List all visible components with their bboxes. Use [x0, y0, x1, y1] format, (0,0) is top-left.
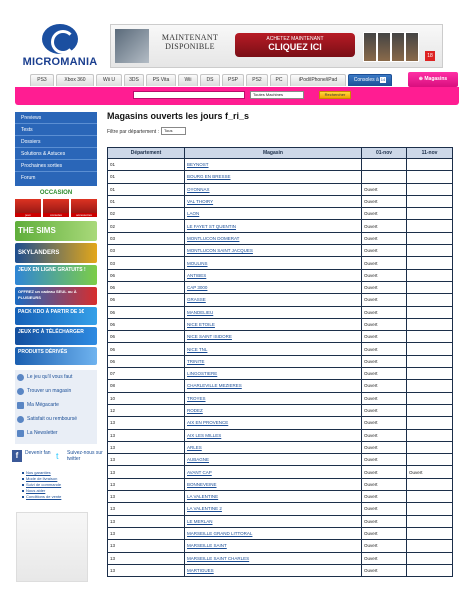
tab-ds[interactable]: DS — [200, 74, 220, 86]
cell-departement: 13 — [108, 515, 185, 527]
link-trouver-magasin[interactable] — [17, 385, 97, 397]
tab-ps3[interactable]: PS3 — [30, 74, 54, 86]
cell-departement: 06 — [108, 269, 185, 281]
cell-11nov — [407, 306, 453, 318]
tab-pc[interactable]: PC — [270, 74, 288, 86]
table-row — [108, 159, 453, 171]
occasion-accessoires-label: accessoires — [71, 213, 97, 217]
table-row — [108, 380, 453, 392]
cell-11nov — [407, 368, 453, 380]
table-row — [108, 245, 453, 257]
cell-departement: 06 — [108, 331, 185, 343]
banner-cta-small: ACHETEZ MAINTENANT — [266, 36, 324, 42]
table-row — [108, 306, 453, 318]
cell-departement: 03 — [108, 232, 185, 244]
page-title: Magasins ouverts les jours f_ri_s — [107, 111, 250, 121]
cell-11nov — [407, 552, 453, 564]
cell-01nov: Ouvert — [362, 540, 407, 552]
twitter-icon[interactable]: t — [56, 451, 59, 461]
cell-departement: 06 — [108, 318, 185, 330]
cell-departement: 13 — [108, 466, 185, 478]
banner-game-boxes — [361, 28, 421, 66]
logo-icon — [42, 24, 78, 54]
platform-select[interactable]: Toutes Machines — [250, 91, 304, 99]
cell-departement: 06 — [108, 343, 185, 355]
link-satisfait-label: Satisfait ou remboursé — [27, 416, 78, 422]
cell-magasin-link[interactable]: MONTLUCON SAINT JACQUES — [185, 245, 362, 257]
link-satisfait[interactable] — [17, 413, 97, 425]
cell-departement: 01 — [108, 195, 185, 207]
pegi-age-badge: 18 — [425, 51, 435, 61]
cell-01nov: Ouvert — [362, 355, 407, 367]
cell-01nov: Ouvert — [362, 331, 407, 343]
cell-11nov — [407, 159, 453, 171]
table-row — [108, 269, 453, 281]
table-row — [108, 294, 453, 306]
cell-01nov: Ouvert — [362, 245, 407, 257]
occasion-tiles — [15, 199, 97, 217]
col-header-magasin: Magasin — [185, 148, 362, 159]
table-row — [108, 257, 453, 269]
cell-departement: 06 — [108, 281, 185, 293]
cell-departement: 13 — [108, 417, 185, 429]
occasion-jeux-tile[interactable] — [15, 199, 41, 217]
col-header-11nov: 11-nov — [407, 148, 453, 159]
table-row — [108, 466, 453, 478]
cell-11nov — [407, 515, 453, 527]
cell-11nov — [407, 195, 453, 207]
footer-links — [22, 470, 102, 500]
promo-offrez[interactable]: OFFREZ un cadeau SEUL ou À PLUSIEURS — [15, 287, 97, 305]
table-row — [108, 208, 453, 220]
cell-01nov: Ouvert — [362, 183, 407, 195]
cell-magasin-link[interactable]: AIX LES MILLES — [185, 429, 362, 441]
cell-departement: 03 — [108, 245, 185, 257]
cell-magasin-link[interactable]: BEYNOST — [185, 159, 362, 171]
table-row — [108, 318, 453, 330]
cell-11nov — [407, 491, 453, 503]
link-jeu-qu-il-faut[interactable] — [17, 371, 97, 383]
facebook-icon[interactable]: f — [12, 450, 22, 462]
cell-01nov: Ouvert — [362, 417, 407, 429]
promo-sims[interactable]: THE SIMS — [15, 221, 97, 241]
search-input[interactable] — [133, 91, 245, 99]
cell-magasin-link[interactable]: TRINITE — [185, 355, 362, 367]
cell-11nov — [407, 281, 453, 293]
cell-departement: 07 — [108, 368, 185, 380]
sidebar-item-forum[interactable]: Forum — [21, 175, 36, 181]
cell-01nov: Ouvert — [362, 478, 407, 490]
table-row — [108, 392, 453, 404]
table-row — [108, 331, 453, 343]
refund-icon — [17, 416, 24, 423]
stores-table — [107, 147, 453, 577]
table-row — [108, 343, 453, 355]
cell-01nov: Ouvert — [362, 392, 407, 404]
cell-magasin-link[interactable]: RODEZ — [185, 404, 362, 416]
cell-magasin-link[interactable]: LA VALENTINE 2 — [185, 503, 362, 515]
occasion-consoles-tile[interactable] — [43, 199, 69, 217]
mail-icon — [17, 430, 24, 437]
cell-magasin-link[interactable]: AUBAGNE — [185, 454, 362, 466]
cell-01nov: Ouvert — [362, 281, 407, 293]
cell-11nov — [407, 355, 453, 367]
cell-departement: 13 — [108, 540, 185, 552]
cell-01nov: Ouvert — [362, 208, 407, 220]
cell-11nov — [407, 417, 453, 429]
cell-magasin-link[interactable]: LE FAYET ST QUENTIN — [185, 220, 362, 232]
cell-11nov — [407, 429, 453, 441]
link-trouver-label: Trouver un magasin — [27, 388, 72, 394]
cell-01nov: Ouvert — [362, 429, 407, 441]
table-row — [108, 552, 453, 564]
promo-jeux-pc[interactable]: JEUX PC À TÉLÉCHARGER — [15, 327, 97, 345]
cell-magasin-link[interactable]: MARSEILLE SAINT — [185, 540, 362, 552]
occasion-consoles-label: consoles — [43, 213, 69, 217]
table-row — [108, 183, 453, 195]
cell-magasin-link[interactable]: GRASSE — [185, 294, 362, 306]
cell-01nov: Ouvert — [362, 368, 407, 380]
card-icon — [17, 402, 24, 409]
table-row — [108, 281, 453, 293]
cell-01nov: Ouvert — [362, 232, 407, 244]
sidebar-links — [15, 370, 97, 444]
footer-link-suivi[interactable]: Suivi de commande — [22, 482, 102, 488]
cell-01nov: Ouvert — [362, 441, 407, 453]
cell-departement: 13 — [108, 564, 185, 576]
table-row — [108, 404, 453, 416]
cell-11nov — [407, 294, 453, 306]
table-row — [108, 195, 453, 207]
magasins-label: Magasins — [424, 76, 448, 82]
cell-departement: 13 — [108, 454, 185, 466]
tab-psp[interactable]: PSP — [222, 74, 244, 86]
cell-11nov — [407, 171, 453, 183]
banner-headline — [155, 33, 225, 51]
cell-magasin-link[interactable]: BONNEVEINE — [185, 478, 362, 490]
cell-departement: 08 — [108, 380, 185, 392]
footer-link-conditions[interactable]: Conditions de vente — [22, 494, 102, 500]
table-header-row — [108, 148, 453, 159]
table-row — [108, 355, 453, 367]
cell-magasin-link[interactable]: NICE ETOILE — [185, 318, 362, 330]
search-button[interactable]: Rechercher — [319, 91, 351, 99]
cell-11nov — [407, 208, 453, 220]
cell-11nov — [407, 404, 453, 416]
table-row — [108, 368, 453, 380]
cell-magasin-link[interactable]: BOURG EN BRESSE — [185, 171, 362, 183]
cell-departement: 13 — [108, 552, 185, 564]
table-row — [108, 417, 453, 429]
footer-link-garanties[interactable]: Nos garanties — [22, 470, 102, 476]
cell-11nov — [407, 269, 453, 281]
cell-11nov — [407, 392, 453, 404]
cell-departement: 02 — [108, 208, 185, 220]
cell-11nov — [407, 527, 453, 539]
footer-link-aider[interactable]: Nous aider — [22, 488, 102, 494]
tab-wiiu[interactable]: Wii U — [96, 74, 122, 86]
cell-magasin-link[interactable]: CHARLEVILLE MEZIERES — [185, 380, 362, 392]
twitter-label[interactable]: Suivez-nous sur twitter — [67, 450, 103, 462]
cell-magasin-link[interactable]: MARSEILLE SAINT CHARLES — [185, 552, 362, 564]
cell-departement: 13 — [108, 478, 185, 490]
table-row — [108, 527, 453, 539]
cell-magasin-link[interactable]: OYONNAX — [185, 183, 362, 195]
link-megacarte[interactable] — [17, 399, 97, 411]
magasins-button[interactable] — [408, 72, 458, 87]
department-filter-select[interactable]: Tous — [161, 127, 186, 135]
table-row — [108, 515, 453, 527]
cell-01nov: Ouvert — [362, 343, 407, 355]
banner-cta-button[interactable] — [235, 33, 355, 57]
banner-line1: MAINTENANT — [161, 33, 219, 42]
table-row — [108, 454, 453, 466]
cell-11nov — [407, 564, 453, 576]
table-row — [108, 478, 453, 490]
cell-01nov: Ouvert — [362, 220, 407, 232]
tab-wii[interactable]: Wii — [178, 74, 198, 86]
cell-magasin-link[interactable]: MOULINS — [185, 257, 362, 269]
banner-cta-big: CLIQUEZ ICI — [268, 42, 322, 52]
cell-departement: 12 — [108, 404, 185, 416]
table-row — [108, 540, 453, 552]
tab-consoles-badge: 14 — [380, 77, 386, 82]
cell-11nov — [407, 331, 453, 343]
sidebar-menu — [15, 112, 97, 186]
occasion-accessoires-tile[interactable] — [71, 199, 97, 217]
cell-01nov: Ouvert — [362, 404, 407, 416]
cell-departement: 13 — [108, 491, 185, 503]
col-header-departement: Département — [108, 148, 185, 159]
cell-magasin-link[interactable]: LA VALENTINE — [185, 491, 362, 503]
cell-magasin-link[interactable]: AIX EN PROVENCE — [185, 417, 362, 429]
sidebar-item-sorties[interactable]: Prochaines sorties — [15, 160, 97, 172]
cell-magasin-link[interactable]: LE MERLAN — [185, 515, 362, 527]
cell-11nov — [407, 540, 453, 552]
banner-character-image — [115, 29, 149, 63]
cell-01nov — [362, 171, 407, 183]
cell-magasin-link[interactable]: MANDELIEU — [185, 306, 362, 318]
cell-departement: 03 — [108, 257, 185, 269]
cell-01nov: Ouvert — [362, 318, 407, 330]
cell-magasin-link[interactable]: CAP 3000 — [185, 281, 362, 293]
cell-11nov — [407, 380, 453, 392]
facebook-label[interactable]: Devenir fan — [25, 450, 51, 456]
cell-01nov: Ouvert — [362, 491, 407, 503]
table-row — [108, 232, 453, 244]
cell-11nov — [407, 232, 453, 244]
cell-01nov — [362, 159, 407, 171]
promo-produits-derives[interactable]: PRODUITS DÉRIVÉS — [15, 347, 97, 365]
cell-magasin-link[interactable]: VAL THOIRY — [185, 195, 362, 207]
cell-11nov — [407, 318, 453, 330]
cell-11nov — [407, 454, 453, 466]
cell-departement: 06 — [108, 294, 185, 306]
promo-pack-kdo[interactable]: PACK KDO À PARTIR DE 1€ — [15, 307, 97, 325]
cell-01nov: Ouvert — [362, 552, 407, 564]
tab-3ds[interactable]: 3DS — [124, 74, 144, 86]
cell-magasin-link[interactable]: MARTIGUES — [185, 564, 362, 576]
filter-label: Filtre par département : — [107, 129, 159, 135]
tab-ipod[interactable]: iPod/iPhone/iPad — [290, 74, 346, 86]
cell-magasin-link[interactable]: ARLES — [185, 441, 362, 453]
link-jeu-label: Le jeu qu'il vous faut — [27, 374, 73, 380]
tab-consoles-label: Consoles à — [353, 77, 379, 83]
cell-11nov — [407, 245, 453, 257]
cell-11nov — [407, 503, 453, 515]
cell-11nov — [407, 441, 453, 453]
table-row — [108, 429, 453, 441]
cell-01nov: Ouvert — [362, 454, 407, 466]
cell-departement: 06 — [108, 355, 185, 367]
cell-01nov: Ouvert — [362, 306, 407, 318]
cell-magasin-link[interactable]: LAON — [185, 208, 362, 220]
cell-departement: 13 — [108, 503, 185, 515]
occasion-heading: OCCASION — [39, 190, 73, 196]
platform-nav — [30, 74, 458, 87]
cell-magasin-link[interactable]: MONTLUCON DOMERAT — [185, 232, 362, 244]
gamepad-icon — [17, 374, 24, 381]
cell-magasin-link[interactable]: ANTIBES — [185, 269, 362, 281]
tab-psvita[interactable]: PS Vita — [146, 74, 176, 86]
cell-11nov — [407, 257, 453, 269]
cell-01nov: Ouvert — [362, 380, 407, 392]
link-megacarte-label: Ma Mégacarte — [27, 402, 59, 408]
cell-11nov — [407, 220, 453, 232]
cell-01nov: Ouvert — [362, 466, 407, 478]
cell-01nov: Ouvert — [362, 564, 407, 576]
cell-departement: 13 — [108, 527, 185, 539]
sidebar-item-tests[interactable]: Tests — [15, 124, 97, 136]
banner-line2: DISPONIBLE — [165, 42, 215, 51]
footer-link-livraison[interactable]: Mode de livraison — [22, 476, 102, 482]
cell-01nov: Ouvert — [362, 294, 407, 306]
table-row — [108, 220, 453, 232]
cell-magasin-link[interactable]: NICE SAINT ISIDORE — [185, 331, 362, 343]
cell-01nov: Ouvert — [362, 269, 407, 281]
cell-magasin-link[interactable]: NICE TNL — [185, 343, 362, 355]
cell-01nov: Ouvert — [362, 195, 407, 207]
sidebar-ad-image[interactable] — [16, 512, 88, 582]
cell-11nov — [407, 183, 453, 195]
cell-departement: 06 — [108, 306, 185, 318]
tab-ps2[interactable]: PS2 — [246, 74, 268, 86]
cell-departement: 13 — [108, 441, 185, 453]
store-icon: ⊕ — [418, 76, 425, 82]
header-banner-ad[interactable] — [110, 24, 443, 68]
cell-11nov: Ouvert — [407, 466, 453, 478]
cell-magasin-link[interactable]: AVANT CAP — [185, 466, 362, 478]
cell-departement: 01 — [108, 183, 185, 195]
cell-magasin-link[interactable]: LINGOSTIERE — [185, 368, 362, 380]
cell-departement: 01 — [108, 159, 185, 171]
cell-magasin-link[interactable]: MARSEILLE GRAND LITTORAL — [185, 527, 362, 539]
cell-01nov: Ouvert — [362, 503, 407, 515]
cell-departement: 02 — [108, 220, 185, 232]
cell-departement: 01 — [108, 171, 185, 183]
link-newsletter[interactable] — [17, 427, 97, 439]
col-header-01nov: 01-nov — [362, 148, 407, 159]
table-row — [108, 503, 453, 515]
promo-jeux-en-ligne[interactable]: JEUX EN LIGNE GRATUITS ! — [15, 265, 97, 285]
tab-consoles[interactable] — [348, 74, 392, 86]
cell-01nov: Ouvert — [362, 515, 407, 527]
table-row — [108, 441, 453, 453]
micromania-logo[interactable] — [18, 24, 102, 70]
table-row — [108, 564, 453, 576]
tab-xbox360[interactable]: Xbox 360 — [56, 74, 94, 86]
table-row — [108, 171, 453, 183]
sidebar-item-dossiers[interactable]: Dossiers — [15, 136, 97, 148]
cell-magasin-link[interactable]: TROYES — [185, 392, 362, 404]
promo-skylanders[interactable]: SKYLANDERS — [15, 243, 97, 263]
cell-11nov — [407, 343, 453, 355]
sidebar-item-solutions[interactable]: Solutions & Astuces — [15, 148, 97, 160]
map-pin-icon — [17, 388, 24, 395]
stores-table-body — [108, 159, 453, 577]
table-row — [108, 491, 453, 503]
cell-departement: 10 — [108, 392, 185, 404]
link-newsletter-label: La Newsletter — [27, 430, 58, 436]
cell-11nov — [407, 478, 453, 490]
social-links — [12, 448, 102, 466]
cell-departement: 13 — [108, 429, 185, 441]
cell-01nov: Ouvert — [362, 527, 407, 539]
cell-01nov: Ouvert — [362, 257, 407, 269]
logo-text: MICROMANIA — [22, 56, 98, 68]
occasion-jeux-label: jeux — [15, 213, 41, 217]
sidebar-item-previews[interactable]: Previews — [15, 112, 97, 124]
